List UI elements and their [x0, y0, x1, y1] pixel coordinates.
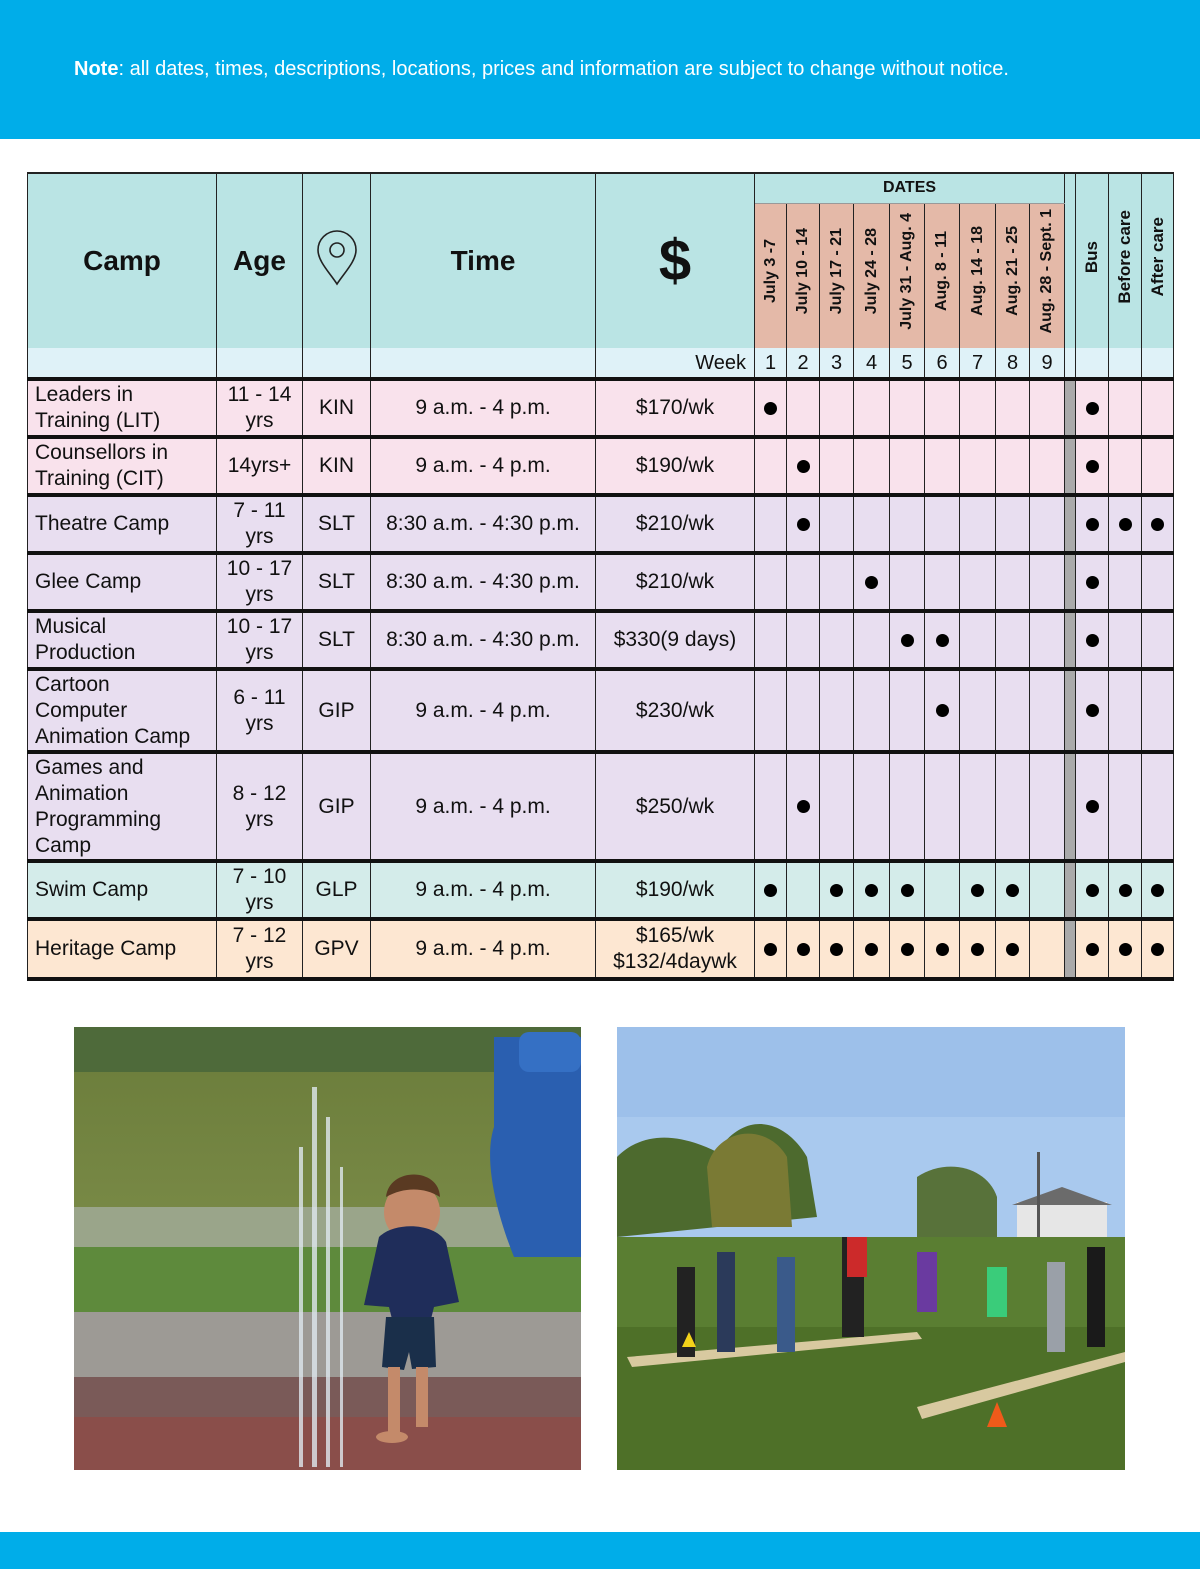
- week-number-3: 3: [820, 348, 854, 379]
- available-dot: [865, 943, 878, 956]
- after-care-cell: [1142, 919, 1174, 979]
- column-separator: [1065, 752, 1076, 861]
- bus-cell: [1076, 752, 1109, 861]
- available-dot: [764, 402, 777, 415]
- available-dot: [865, 576, 878, 589]
- week-8-cell: [996, 553, 1030, 611]
- week-label: Week: [596, 348, 755, 379]
- after-care-cell: [1142, 379, 1174, 437]
- camp-age: 10 - 17 yrs: [217, 611, 303, 669]
- camp-row: [28, 919, 1174, 979]
- week-1-cell: [755, 379, 787, 437]
- week-number-8: 8: [996, 348, 1030, 379]
- week-5-cell: [890, 437, 925, 495]
- camp-age: 7 - 12 yrs: [217, 919, 303, 979]
- note-text: : all dates, times, descriptions, locations, prices and information are subject to change without notice.: [118, 58, 1009, 80]
- after-care-cell: [1142, 437, 1174, 495]
- splash-pad-photo: [74, 1027, 581, 1470]
- date-header-week-6: Aug. 8 - 11: [925, 203, 960, 348]
- week-5-cell: [890, 495, 925, 553]
- week-4-cell: [854, 919, 890, 979]
- after-care-cell: [1142, 752, 1174, 861]
- camp-age: 14yrs+: [217, 437, 303, 495]
- camp-name: Swim Camp: [28, 861, 217, 919]
- week-number-4: 4: [854, 348, 890, 379]
- before-care-cell: [1109, 611, 1142, 669]
- camp-price: $250/wk: [596, 752, 755, 861]
- available-dot: [971, 943, 984, 956]
- week-8-cell: [996, 861, 1030, 919]
- column-separator: [1065, 669, 1076, 752]
- disclaimer-note: [74, 56, 1009, 82]
- week-6-cell: [925, 861, 960, 919]
- week-9-cell: [1030, 669, 1065, 752]
- before-care-cell: [1109, 495, 1142, 553]
- week-blank: [1109, 348, 1142, 379]
- week-8-cell: [996, 669, 1030, 752]
- bus-cell: [1076, 553, 1109, 611]
- header-before-care: Before care: [1109, 173, 1142, 348]
- week-2-cell: [787, 379, 820, 437]
- week-5-cell: [890, 919, 925, 979]
- column-separator: [1065, 379, 1076, 437]
- week-5-cell: [890, 379, 925, 437]
- date-header-week-4: July 24 - 28: [854, 203, 890, 348]
- header-dates: DATES: [755, 173, 1065, 203]
- available-dot: [1086, 884, 1099, 897]
- after-care-cell: [1142, 495, 1174, 553]
- week-blank: [1142, 348, 1174, 379]
- header-camp: Camp: [28, 173, 217, 348]
- column-separator: [1065, 495, 1076, 553]
- available-dot: [797, 800, 810, 813]
- week-2-cell: [787, 495, 820, 553]
- camp-location: KIN: [303, 379, 371, 437]
- week-5-cell: [890, 669, 925, 752]
- week-number-6: 6: [925, 348, 960, 379]
- week-8-cell: [996, 752, 1030, 861]
- available-dot: [797, 518, 810, 531]
- week-7-cell: [960, 437, 996, 495]
- before-care-cell: [1109, 919, 1142, 979]
- header-time: Time: [371, 173, 596, 348]
- camp-price: $170/wk: [596, 379, 755, 437]
- week-6-cell: [925, 553, 960, 611]
- camp-price: $190/wk: [596, 861, 755, 919]
- photo-splash-pad-child: [74, 1027, 581, 1470]
- map-pin-icon: [315, 230, 359, 286]
- camp-price: $210/wk: [596, 495, 755, 553]
- note-label: Note: [74, 58, 119, 80]
- column-separator: [1065, 861, 1076, 919]
- week-blank: [217, 348, 303, 379]
- camp-age: 7 - 11 yrs: [217, 495, 303, 553]
- week-3-cell: [820, 379, 854, 437]
- camp-name: Games and Animation Programming Camp: [28, 752, 217, 861]
- camp-name: Heritage Camp: [28, 919, 217, 979]
- camp-row: [28, 752, 1174, 861]
- week-number-9: 9: [1030, 348, 1065, 379]
- available-dot: [1086, 402, 1099, 415]
- top-banner: [0, 0, 1200, 139]
- photo-group-team-ski-walk: [617, 1027, 1125, 1470]
- bus-cell: [1076, 611, 1109, 669]
- week-number-5: 5: [890, 348, 925, 379]
- available-dot: [1151, 943, 1164, 956]
- camp-price: $210/wk: [596, 553, 755, 611]
- camp-time: 8:30 a.m. - 4:30 p.m.: [371, 495, 596, 553]
- camp-name: Leaders in Training (LIT): [28, 379, 217, 437]
- week-4-cell: [854, 611, 890, 669]
- camp-time: 9 a.m. - 4 p.m.: [371, 669, 596, 752]
- camp-time: 9 a.m. - 4 p.m.: [371, 752, 596, 861]
- week-7-cell: [960, 553, 996, 611]
- camp-name: Musical Production: [28, 611, 217, 669]
- camp-row: [28, 437, 1174, 495]
- header-price: [596, 173, 755, 348]
- camp-location: GPV: [303, 919, 371, 979]
- bottom-banner: [0, 1532, 1200, 1569]
- week-3-cell: [820, 437, 854, 495]
- week-4-cell: [854, 861, 890, 919]
- week-4-cell: [854, 379, 890, 437]
- week-6-cell: [925, 752, 960, 861]
- available-dot: [865, 884, 878, 897]
- after-care-cell: [1142, 669, 1174, 752]
- week-4-cell: [854, 752, 890, 861]
- camp-time: 9 a.m. - 4 p.m.: [371, 437, 596, 495]
- column-separator: [1065, 611, 1076, 669]
- header-age: Age: [217, 173, 303, 348]
- week-1-cell: [755, 669, 787, 752]
- after-care-cell: [1142, 861, 1174, 919]
- camp-time: 9 a.m. - 4 p.m.: [371, 919, 596, 979]
- week-1-cell: [755, 861, 787, 919]
- column-separator: [1065, 553, 1076, 611]
- camp-price: $190/wk: [596, 437, 755, 495]
- available-dot: [1119, 943, 1132, 956]
- date-header-week-1: July 3 -7: [755, 203, 787, 348]
- available-dot: [936, 943, 949, 956]
- week-3-cell: [820, 495, 854, 553]
- camp-row: [28, 611, 1174, 669]
- date-header-week-2: July 10 - 14: [787, 203, 820, 348]
- camp-price: $330(9 days): [596, 611, 755, 669]
- column-separator: [1065, 348, 1076, 379]
- available-dot: [1006, 884, 1019, 897]
- week-6-cell: [925, 919, 960, 979]
- camp-name: Cartoon Computer Animation Camp: [28, 669, 217, 752]
- available-dot: [1086, 634, 1099, 647]
- week-2-cell: [787, 611, 820, 669]
- available-dot: [1086, 518, 1099, 531]
- bus-cell: [1076, 437, 1109, 495]
- week-blank: [371, 348, 596, 379]
- week-2-cell: [787, 669, 820, 752]
- bus-cell: [1076, 379, 1109, 437]
- week-7-cell: [960, 611, 996, 669]
- camp-location: GIP: [303, 752, 371, 861]
- week-4-cell: [854, 495, 890, 553]
- week-3-cell: [820, 752, 854, 861]
- week-4-cell: [854, 669, 890, 752]
- team-walk-photo: [617, 1027, 1125, 1470]
- week-3-cell: [820, 669, 854, 752]
- camp-age: 6 - 11 yrs: [217, 669, 303, 752]
- week-2-cell: [787, 553, 820, 611]
- week-7-cell: [960, 861, 996, 919]
- week-number-2: 2: [787, 348, 820, 379]
- camp-time: 8:30 a.m. - 4:30 p.m.: [371, 553, 596, 611]
- after-care-cell: [1142, 553, 1174, 611]
- available-dot: [1119, 884, 1132, 897]
- before-care-cell: [1109, 752, 1142, 861]
- camp-schedule-table: [27, 172, 1174, 981]
- camp-row: [28, 379, 1174, 437]
- bus-cell: [1076, 495, 1109, 553]
- week-3-cell: [820, 553, 854, 611]
- before-care-cell: [1109, 553, 1142, 611]
- week-2-cell: [787, 752, 820, 861]
- week-5-cell: [890, 611, 925, 669]
- week-6-cell: [925, 611, 960, 669]
- week-1-cell: [755, 611, 787, 669]
- available-dot: [971, 884, 984, 897]
- week-1-cell: [755, 919, 787, 979]
- week-1-cell: [755, 553, 787, 611]
- date-header-week-9: Aug. 28 - Sept. 1: [1030, 203, 1065, 348]
- date-header-week-3: July 17 - 21: [820, 203, 854, 348]
- week-8-cell: [996, 495, 1030, 553]
- week-8-cell: [996, 611, 1030, 669]
- date-header-week-5: July 31 - Aug. 4: [890, 203, 925, 348]
- week-5-cell: [890, 861, 925, 919]
- camp-location: SLT: [303, 611, 371, 669]
- header-after-care: After care: [1142, 173, 1174, 348]
- week-4-cell: [854, 437, 890, 495]
- week-number-7: 7: [960, 348, 996, 379]
- camp-age: 11 - 14 yrs: [217, 379, 303, 437]
- available-dot: [1086, 704, 1099, 717]
- week-2-cell: [787, 437, 820, 495]
- week-9-cell: [1030, 379, 1065, 437]
- bus-cell: [1076, 669, 1109, 752]
- before-care-cell: [1109, 379, 1142, 437]
- week-7-cell: [960, 495, 996, 553]
- camp-row: [28, 553, 1174, 611]
- available-dot: [1006, 943, 1019, 956]
- camp-time: 9 a.m. - 4 p.m.: [371, 861, 596, 919]
- week-6-cell: [925, 437, 960, 495]
- week-2-cell: [787, 861, 820, 919]
- week-9-cell: [1030, 919, 1065, 979]
- week-8-cell: [996, 437, 1030, 495]
- week-1-cell: [755, 437, 787, 495]
- week-1-cell: [755, 752, 787, 861]
- week-8-cell: [996, 919, 1030, 979]
- header-bus: Bus: [1076, 173, 1109, 348]
- camp-age: 7 - 10 yrs: [217, 861, 303, 919]
- camp-row: [28, 669, 1174, 752]
- available-dot: [1151, 884, 1164, 897]
- available-dot: [1151, 518, 1164, 531]
- camp-location: SLT: [303, 553, 371, 611]
- available-dot: [1086, 576, 1099, 589]
- week-9-cell: [1030, 553, 1065, 611]
- week-6-cell: [925, 495, 960, 553]
- date-header-week-8: Aug. 21 - 25: [996, 203, 1030, 348]
- available-dot: [1086, 943, 1099, 956]
- week-3-cell: [820, 861, 854, 919]
- week-5-cell: [890, 553, 925, 611]
- camp-location: KIN: [303, 437, 371, 495]
- week-2-cell: [787, 919, 820, 979]
- dollar-icon: $: [658, 228, 692, 293]
- week-blank: [1076, 348, 1109, 379]
- camp-price: $230/wk: [596, 669, 755, 752]
- week-7-cell: [960, 669, 996, 752]
- column-separator: [1065, 173, 1076, 348]
- camp-time: 8:30 a.m. - 4:30 p.m.: [371, 611, 596, 669]
- camp-row: [28, 495, 1174, 553]
- available-dot: [936, 634, 949, 647]
- available-dot: [1086, 460, 1099, 473]
- week-7-cell: [960, 752, 996, 861]
- available-dot: [901, 634, 914, 647]
- available-dot: [764, 943, 777, 956]
- available-dot: [797, 943, 810, 956]
- column-separator: [1065, 919, 1076, 979]
- column-separator: [1065, 437, 1076, 495]
- week-blank: [303, 348, 371, 379]
- available-dot: [901, 943, 914, 956]
- week-3-cell: [820, 611, 854, 669]
- week-4-cell: [854, 553, 890, 611]
- camp-location: SLT: [303, 495, 371, 553]
- available-dot: [936, 704, 949, 717]
- camp-age: 10 - 17 yrs: [217, 553, 303, 611]
- week-3-cell: [820, 919, 854, 979]
- camp-name: Theatre Camp: [28, 495, 217, 553]
- camp-age: 8 - 12 yrs: [217, 752, 303, 861]
- camp-location: GLP: [303, 861, 371, 919]
- camp-row: [28, 861, 1174, 919]
- week-9-cell: [1030, 611, 1065, 669]
- camp-location: GIP: [303, 669, 371, 752]
- week-9-cell: [1030, 495, 1065, 553]
- before-care-cell: [1109, 437, 1142, 495]
- camp-price: $165/wk $132/4daywk: [596, 919, 755, 979]
- available-dot: [830, 943, 843, 956]
- week-6-cell: [925, 669, 960, 752]
- week-9-cell: [1030, 437, 1065, 495]
- before-care-cell: [1109, 861, 1142, 919]
- week-9-cell: [1030, 861, 1065, 919]
- date-header-week-7: Aug. 14 - 18: [960, 203, 996, 348]
- camp-name: Counsellors in Training (CIT): [28, 437, 217, 495]
- available-dot: [1119, 518, 1132, 531]
- bus-cell: [1076, 919, 1109, 979]
- available-dot: [1086, 800, 1099, 813]
- week-7-cell: [960, 919, 996, 979]
- week-7-cell: [960, 379, 996, 437]
- available-dot: [830, 884, 843, 897]
- header-location: [303, 173, 371, 348]
- week-5-cell: [890, 752, 925, 861]
- camp-name: Glee Camp: [28, 553, 217, 611]
- week-9-cell: [1030, 752, 1065, 861]
- week-number-1: 1: [755, 348, 787, 379]
- week-8-cell: [996, 379, 1030, 437]
- available-dot: [901, 884, 914, 897]
- available-dot: [797, 460, 810, 473]
- camp-time: 9 a.m. - 4 p.m.: [371, 379, 596, 437]
- week-1-cell: [755, 495, 787, 553]
- week-6-cell: [925, 379, 960, 437]
- after-care-cell: [1142, 611, 1174, 669]
- available-dot: [764, 884, 777, 897]
- week-blank: [28, 348, 217, 379]
- before-care-cell: [1109, 669, 1142, 752]
- bus-cell: [1076, 861, 1109, 919]
